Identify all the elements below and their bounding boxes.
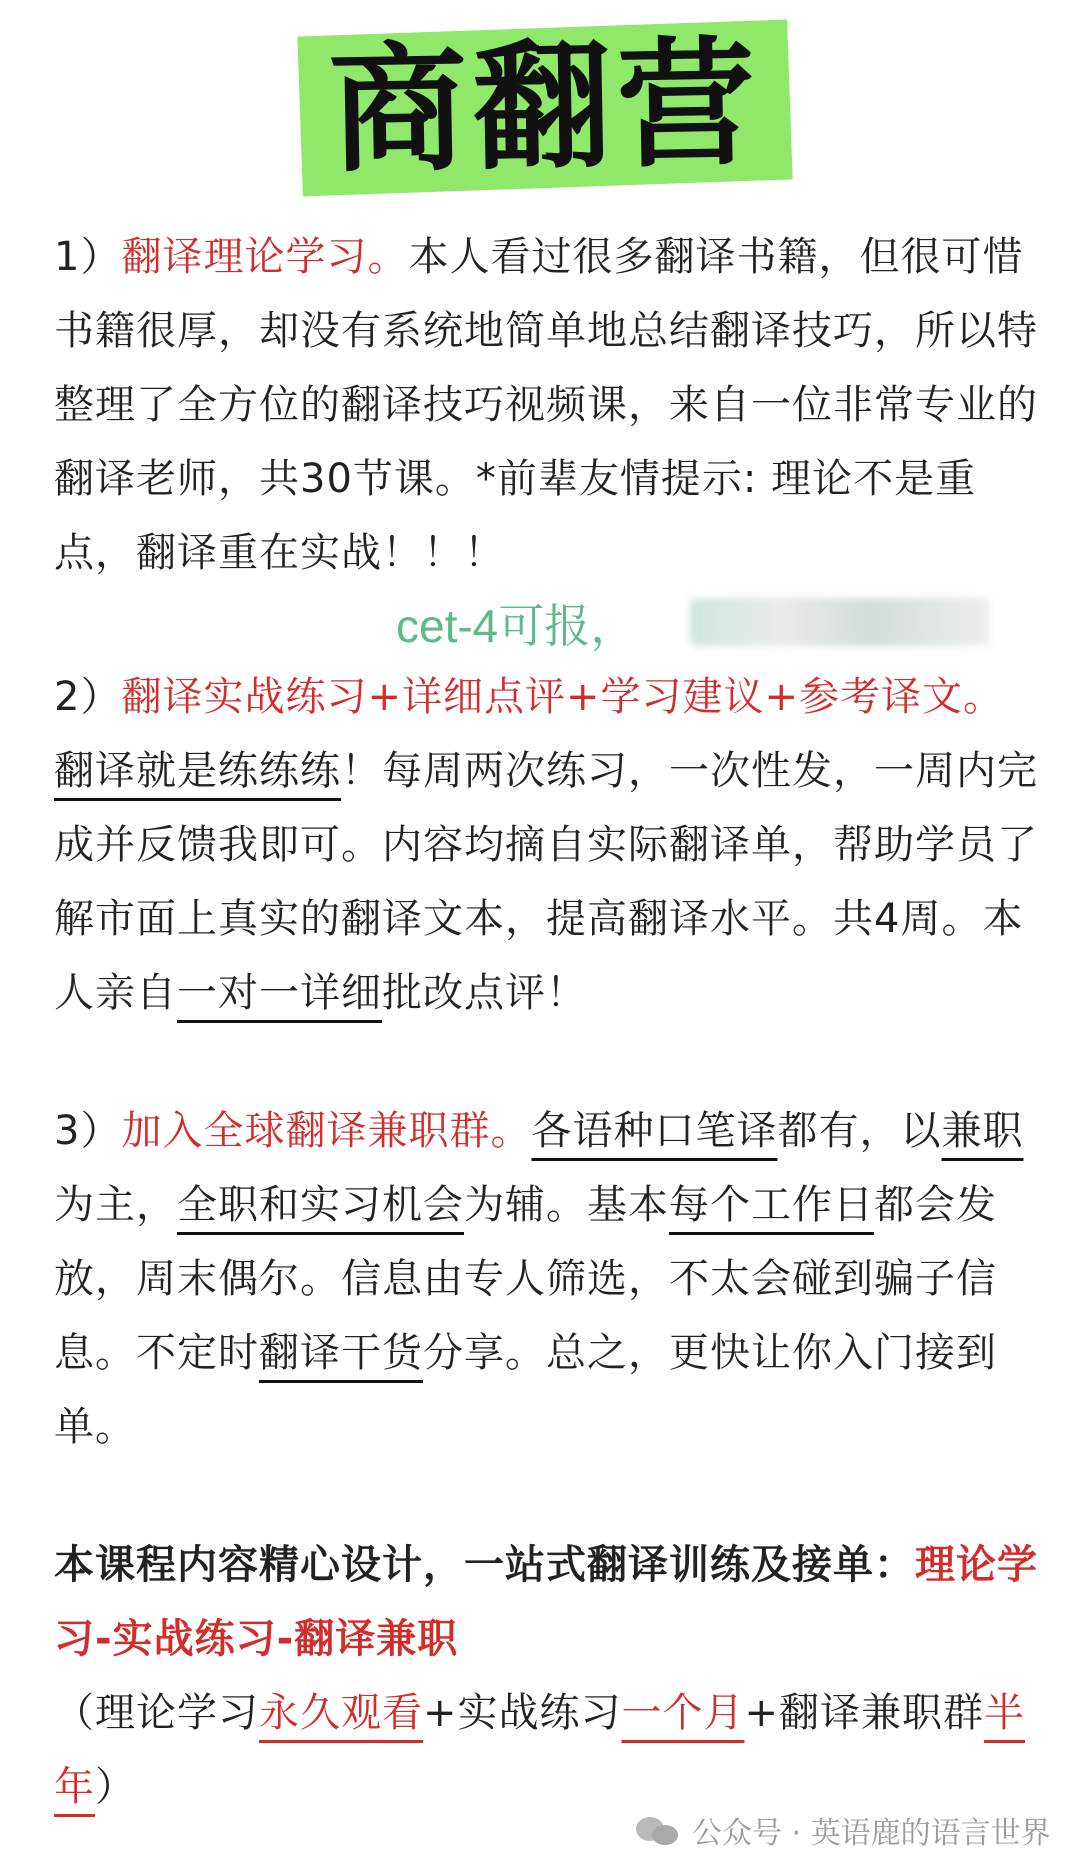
underlined-phrase: 翻译干货 (259, 1330, 423, 1376)
section-number: 3） (54, 1108, 122, 1154)
section-body: 为辅。基本 (464, 1182, 669, 1228)
cet4-note: cet-4可报， (396, 600, 637, 652)
underlined-phrase: 各语种口笔译 (531, 1108, 778, 1154)
section-body: ！每周两次练习，一次性发，一周内完成并反馈我即可。内容均摘自实际翻译单，帮助学员了解市面上真实的翻译文本，提高翻译水平。共4周。本人亲自 (54, 748, 1038, 1016)
summary-bold: 本课程内容精心设计，一站式翻译训练及接单： (54, 1542, 915, 1588)
section-body: 批改点评！ (382, 970, 587, 1016)
underlined-phrase: 兼职 (941, 1108, 1024, 1154)
wechat-icon (636, 1813, 680, 1847)
title-banner (297, 19, 792, 196)
underlined-phrase: 每个工作日 (669, 1182, 874, 1228)
section-heading: 翻译实战练习+详细点评+学习建议+参考译文。 (121, 674, 1004, 720)
underlined-phrase: 翻译就是练练练 (54, 748, 341, 794)
section-heading: 翻译理论学习。 (121, 234, 409, 280)
section-heading: 加入全球翻译兼职群。 (121, 1108, 532, 1154)
duration-highlight: 一个月 (621, 1690, 745, 1736)
summary-paren: +实战练习 (423, 1690, 622, 1736)
summary-paren: （理论学习 (54, 1690, 259, 1736)
summary-paren: +翻译兼职群 (744, 1690, 985, 1736)
page-title: 商翻营 (327, 23, 763, 192)
section-number: 1） (54, 234, 122, 280)
summary-paren: ） (95, 1764, 136, 1810)
watermark (636, 1808, 1051, 1852)
section-body: 为主， (54, 1182, 177, 1228)
section-theory (54, 220, 1044, 590)
section-body: 都有，以 (777, 1108, 942, 1154)
section-number: 2） (54, 674, 122, 720)
course-summary (54, 1528, 1044, 1824)
summary-red: 理论学习-实战练习-翻译兼职 (54, 1542, 1038, 1662)
section-practice (54, 660, 1044, 1030)
section-body: 本人看过很多翻译书籍，但很可惜书籍很厚，却没有系统地简单地总结翻译技巧，所以特整理了全方位的翻译技巧视频课，来自一位非常专业的翻译老师，共30节课。*前辈友情提示: 理论不是重点，翻译重在实战！！！ (54, 234, 1038, 576)
watermark-text: 公众号 · 英语鹿的语言世界 (692, 1816, 1051, 1851)
section-body: 都会发放，周末偶尔。信息由专人筛选，不太会碰到骗子信息。不定时 (54, 1182, 997, 1376)
blurred-contact (690, 598, 990, 646)
underlined-phrase: 一对一详细 (177, 970, 382, 1016)
section-body: 分享。总之，更快让你入门接到单。 (54, 1330, 997, 1450)
duration-highlight: 半年 (54, 1690, 1026, 1810)
duration-highlight: 永久观看 (259, 1690, 423, 1736)
section-jobs (54, 1094, 1044, 1464)
underlined-phrase: 全职和实习机会 (177, 1182, 464, 1228)
